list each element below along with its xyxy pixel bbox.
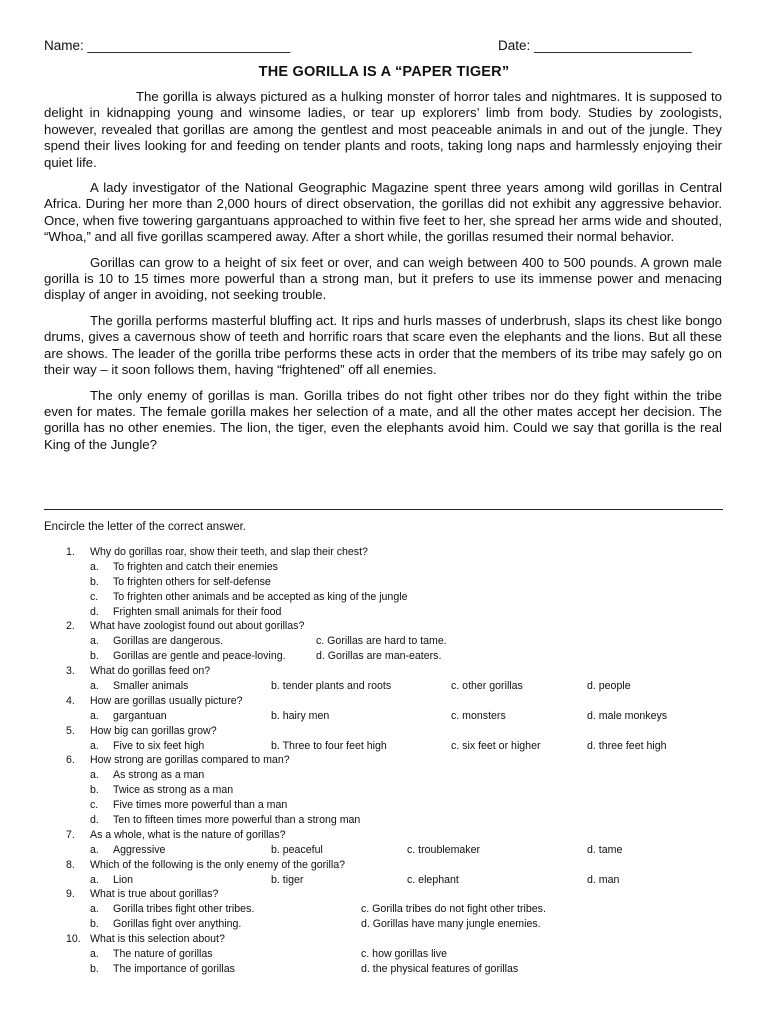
option-letter[interactable]: a.: [90, 948, 99, 961]
option-text: gargantuan: [113, 709, 167, 722]
option-letter[interactable]: a.: [90, 739, 99, 752]
reading-passage: [44, 89, 722, 462]
option-letter[interactable]: a.: [90, 709, 99, 722]
question-text: What is true about gorillas?: [90, 888, 219, 901]
option-letter[interactable]: c.: [90, 799, 99, 812]
option-text[interactable]: d. Gorillas are man-eaters.: [316, 650, 442, 663]
question-row: [0, 858, 768, 873]
option-text[interactable]: d. man: [587, 873, 620, 886]
date-field-label: Date: _____________________: [498, 38, 692, 53]
option-text: Smaller animals: [113, 680, 189, 693]
option-text: Five times more powerful than a man: [113, 799, 288, 812]
option-text: Ten to fifteen times more powerful than a strong man: [113, 814, 361, 827]
option-row: [0, 560, 768, 575]
option-text[interactable]: c. Gorillas are hard to tame.: [316, 635, 447, 648]
passage-paragraph: The gorilla performs masterful bluffing act. It rips and hurls masses of underbrush, slaps its chest like bongo drums, gives a cavernous show of teeth and horrific roars that scare even the elephants and the lions. But all these are shows. The leader of the gorilla tribe performs these acts in order that the members of its tribe may safely go on their way – it soon follows them, having “frightened” off all enemies.: [44, 312, 722, 378]
option-letter[interactable]: c.: [90, 590, 99, 603]
option-row: [0, 962, 768, 977]
option-row: [0, 783, 768, 798]
option-letter[interactable]: d.: [90, 814, 99, 827]
option-row: [0, 947, 768, 962]
option-text[interactable]: d. male monkeys: [587, 709, 668, 722]
option-text[interactable]: c. other gorillas: [451, 680, 523, 693]
option-text[interactable]: c. six feet or higher: [451, 739, 541, 752]
question-text: Why do gorillas roar, show their teeth, and slap their chest?: [90, 546, 368, 558]
option-text: Aggressive: [113, 843, 166, 856]
option-row: [0, 709, 768, 724]
option-letter[interactable]: b.: [90, 650, 99, 663]
question-text: How are gorillas usually picture?: [90, 694, 243, 707]
option-text[interactable]: b. hairy men: [271, 709, 330, 722]
option-letter[interactable]: a.: [90, 873, 99, 886]
question-row: [0, 619, 768, 634]
option-text[interactable]: b. peaceful: [271, 843, 323, 856]
section-divider: [44, 509, 723, 510]
question-number: 2.: [66, 620, 75, 633]
option-letter[interactable]: a.: [90, 903, 99, 916]
question-number: 10.: [66, 933, 81, 946]
option-text[interactable]: d. three feet high: [587, 739, 667, 752]
option-letter[interactable]: a.: [90, 560, 99, 573]
option-row: [0, 843, 768, 858]
option-letter[interactable]: a.: [90, 769, 99, 782]
option-row: [0, 798, 768, 813]
option-letter[interactable]: a.: [90, 635, 99, 648]
question-text: How big can gorillas grow?: [90, 724, 217, 737]
question-text: What is this selection about?: [90, 933, 225, 946]
option-letter[interactable]: b.: [90, 962, 99, 975]
option-text[interactable]: c. elephant: [407, 873, 459, 886]
question-row: [0, 694, 768, 709]
question-row: [0, 828, 768, 843]
option-text: The nature of gorillas: [113, 948, 213, 961]
question-text: As a whole, what is the nature of gorillas?: [90, 828, 286, 841]
question-text: Which of the following is the only enemy of the gorilla?: [90, 858, 345, 871]
question-number: 7.: [66, 828, 75, 841]
passage-paragraph: The only enemy of gorillas is man. Gorilla tribes do not fight other tribes nor do they fight within the tribe even for mates. The female gorilla makes her selection of a mate, and all the other mates accept her decision. The gorilla has no other enemies. The lion, the tiger, even the elephants avoid him. Could we say that gorilla is the real King of the Jungle?: [44, 387, 722, 452]
option-row: [0, 768, 768, 783]
option-row: [0, 813, 768, 828]
option-row: [0, 902, 768, 917]
option-text: Frighten small animals for their food: [113, 605, 282, 618]
option-text[interactable]: c. Gorilla tribes do not fight other tribes.: [361, 903, 546, 916]
option-row: [0, 873, 768, 888]
question-text: What have zoologist found out about gorillas?: [90, 620, 305, 633]
question-number: 1.: [66, 546, 75, 558]
option-letter[interactable]: b.: [90, 918, 99, 931]
option-letter[interactable]: a.: [90, 680, 99, 693]
option-text[interactable]: d. Gorillas have many jungle enemies.: [361, 918, 541, 931]
option-row: [0, 590, 768, 605]
passage-paragraph: The gorilla is always pictured as a hulking monster of horror tales and nightmares. It is supposed to delight in kidnapping young and winsome ladies, or tear up explorers’ limb from body. Studies by zoologists, however, revealed that gorillas are among the gentlest and most peaceable animals in and out of the jungle. They spend their lives looking for and feeding on tender plants and roots, taking long naps and harmlessly enjoying their quiet life.: [44, 89, 722, 170]
question-row: [0, 545, 768, 560]
question-number: 3.: [66, 665, 75, 678]
name-field-label: Name: ___________________________: [44, 38, 291, 53]
passage-title: THE GORILLA IS A “PAPER TIGER”: [258, 64, 510, 80]
option-text[interactable]: c. how gorillas live: [361, 948, 447, 961]
option-text: As strong as a man: [113, 769, 205, 782]
option-row: [0, 575, 768, 590]
option-text[interactable]: b. tender plants and roots: [271, 680, 392, 693]
option-text[interactable]: d. tame: [587, 843, 623, 856]
option-row: [0, 649, 768, 664]
option-text: Gorilla tribes fight other tribes.: [113, 903, 255, 916]
passage-paragraph: A lady investigator of the National Geographic Magazine spent three years among wild gorillas in Central Africa. During her more than 2,000 hours of direct observation, the gorillas did not exhibit any aggressive behavior. Once, when five towering gargantuans approached to within five feet to her, she spread her arms wide and shouted, “Whoa,” and all five gorillas scampered away. After a short while, the gorillas resumed their normal behavior.: [44, 180, 722, 245]
option-row: [0, 679, 768, 694]
question-number: 6.: [66, 754, 75, 767]
question-text: What do gorillas feed on?: [90, 665, 211, 678]
quiz-list: [0, 545, 768, 977]
option-text: Gorillas are dangerous.: [113, 635, 224, 648]
option-text[interactable]: c. monsters: [451, 709, 506, 722]
option-text: The importance of gorillas: [113, 962, 235, 975]
question-row: [0, 724, 768, 739]
option-text[interactable]: b. tiger: [271, 873, 304, 886]
quiz-instructions: Encircle the letter of the correct answer.: [44, 521, 246, 533]
option-text: To frighten other animals and be accepted as king of the jungle: [113, 590, 408, 603]
option-text[interactable]: c. troublemaker: [407, 843, 481, 856]
question-row: [0, 932, 768, 947]
question-row: [0, 664, 768, 679]
option-text: Gorillas are gentle and peace-loving.: [113, 650, 286, 663]
question-row: [0, 753, 768, 768]
option-text: Gorillas fight over anything.: [113, 918, 242, 931]
option-letter[interactable]: a.: [90, 843, 99, 856]
option-letter[interactable]: b.: [90, 575, 99, 588]
option-text[interactable]: d. the physical features of gorillas: [361, 962, 519, 975]
question-number: 4.: [66, 694, 75, 707]
option-text[interactable]: b. Three to four feet high: [271, 739, 387, 752]
option-letter[interactable]: b.: [90, 784, 99, 797]
question-row: [0, 887, 768, 902]
option-text[interactable]: d. people: [587, 680, 631, 693]
question-number: 5.: [66, 724, 75, 737]
option-text: To frighten others for self-defense: [113, 575, 271, 588]
option-row: [0, 917, 768, 932]
option-letter[interactable]: d.: [90, 605, 99, 618]
question-text: How strong are gorillas compared to man?: [90, 754, 290, 767]
option-text: Twice as strong as a man: [113, 784, 234, 797]
option-row: [0, 605, 768, 620]
option-text: Five to six feet high: [113, 739, 205, 752]
question-number: 8.: [66, 858, 75, 871]
option-text: Lion: [113, 873, 134, 886]
option-row: [0, 739, 768, 754]
option-row: [0, 634, 768, 649]
option-text: To frighten and catch their enemies: [113, 560, 278, 573]
passage-paragraph: Gorillas can grow to a height of six feet or over, and can weigh between 400 to 500 pounds. A grown male gorilla is 10 to 15 times more powerful than a strong man, but it prefers to use its immense power and menacing display of anger in avoiding, not seeking trouble.: [44, 254, 722, 303]
question-number: 9.: [66, 888, 75, 901]
